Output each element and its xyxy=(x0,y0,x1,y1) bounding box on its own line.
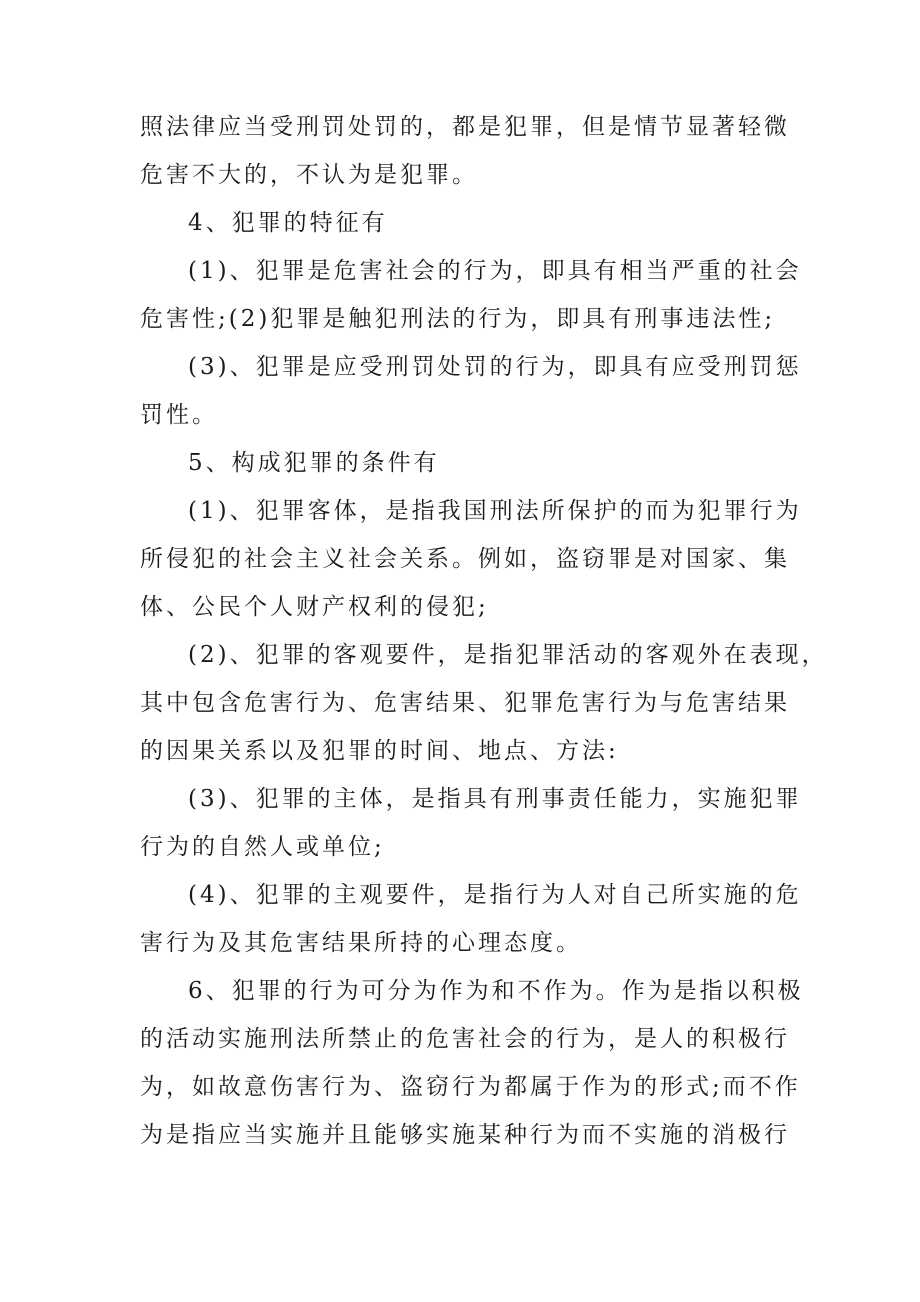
text-line: 的活动实施刑法所禁止的危害社会的行为，是人的积极行 xyxy=(140,1026,790,1052)
section-heading: 4、犯罪的特征有 xyxy=(188,210,388,236)
text-line: 其中包含危害行为、危害结果、犯罪危害行为与危害结果 xyxy=(140,690,790,716)
text-line: 为，如故意伤害行为、盗窃行为都属于作为的形式;而不作 xyxy=(140,1074,801,1100)
text-line: (3)、犯罪的主体，是指具有刑事责任能力，实施犯罪 xyxy=(188,786,802,812)
text-line: (2)、犯罪的客观要件，是指犯罪活动的客观外在表现， xyxy=(188,642,828,668)
text-line: 所侵犯的社会主义社会关系。例如，盗窃罪是对国家、集 xyxy=(140,546,790,572)
text-line: 行为的自然人或单位; xyxy=(140,834,385,860)
text-line: 害行为及其危害结果所持的心理态度。 xyxy=(140,930,582,956)
text-line: 的因果关系以及犯罪的时间、地点、方法: xyxy=(140,738,619,764)
section-heading: 6、犯罪的行为可分为作为和不作为。作为是指以积极 xyxy=(188,978,804,1004)
text-line: 照法律应当受刑罚处罚的，都是犯罪，但是情节显著轻微 xyxy=(140,114,790,140)
text-line: 危害不大的，不认为是犯罪。 xyxy=(140,162,478,188)
text-line: 危害性;(2)犯罪是触犯刑法的行为，即具有刑事违法性; xyxy=(140,306,776,332)
text-line: (3)、犯罪是应受刑罚处罚的行为，即具有应受刑罚惩 xyxy=(188,354,802,380)
section-heading: 5、构成犯罪的条件有 xyxy=(188,450,440,476)
text-line: 罚性。 xyxy=(140,402,218,428)
text-line: 为是指应当实施并且能够实施某种行为而不实施的消极行 xyxy=(140,1122,790,1148)
text-line: (1)、犯罪客体，是指我国刑法所保护的而为犯罪行为 xyxy=(188,498,802,524)
text-line: (4)、犯罪的主观要件，是指行为人对自己所实施的危 xyxy=(188,882,802,908)
text-line: 体、公民个人财产权利的侵犯; xyxy=(140,594,489,620)
text-line: (1)、犯罪是危害社会的行为，即具有相当严重的社会 xyxy=(188,258,802,284)
